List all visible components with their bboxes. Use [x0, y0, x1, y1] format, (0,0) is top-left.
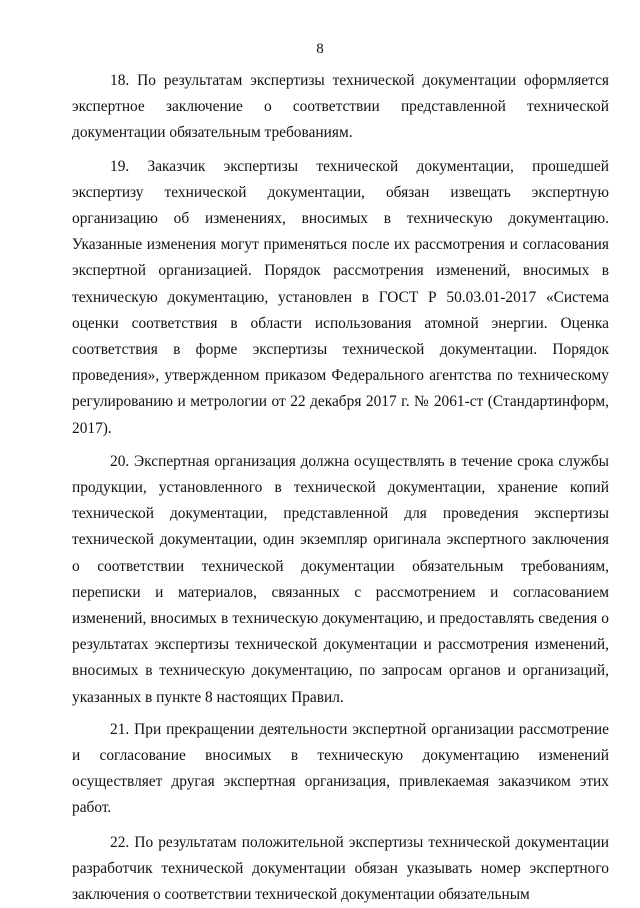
- paragraph-19: 19. Заказчик экспертизы технической документации, прошедшей экспертизу технической документации, обязан извещать экспертную организацию об изменениях, вносимых в техническую документацию. Указанные изменения могут применяться после их рассмотрения и согласования экспертной организацией. Порядок рассмотрения изменений, вносимых в техническую документацию, установлен в ГОСТ Р 50.03.01-2017 «Система оценки соответствия в области использования атомной энергии. Оценка соответствия в форме экспертизы технической документации. Порядок проведения», утвержденном приказом Федерального агентства по техническому регулированию и метрологии от 22 декабря 2017 г. № 2061-ст (Стандартинформ, 2017).: [72, 157, 609, 437]
- paragraph-18: 18. По результатам экспертизы технической документации оформляется экспертное заключение о соответствии представленной технической документации обязательным требованиям.: [72, 72, 609, 142]
- paragraph-21: 21. При прекращении деятельности экспертной организации рассмотрение и согласование вносимых в техническую документацию изменений осуществляет другая экспертная организация, привлекаемая заказчиком этих работ.: [72, 720, 609, 817]
- paragraph-22: 22. По результатам положительной экспертизы технической документации разработчик технической документации обязан указывать номер экспертного заключения о соответствии технической документации обязательным: [72, 833, 609, 904]
- document-body: [72, 68, 609, 908]
- page-number: 8: [316, 41, 324, 57]
- paragraph-20: 20. Экспертная организация должна осуществлять в течение срока службы продукции, установленного в технической документации, хранение копий технической документации, представленной для проведения экспертизы технической документации, один экземпляр оригинала экспертного заключения о соответствии технической документации обязательным требованиям, переписки и материалов, связанных с рассмотрением и согласованием изменений, вносимых в техническую документацию, и предоставлять сведения о результатах экспертизы технической документации и рассмотрения изменений, вносимых в техническую документацию, по запросам органов и организаций, указанных в пункте 8 настоящих Правил.: [72, 452, 609, 706]
